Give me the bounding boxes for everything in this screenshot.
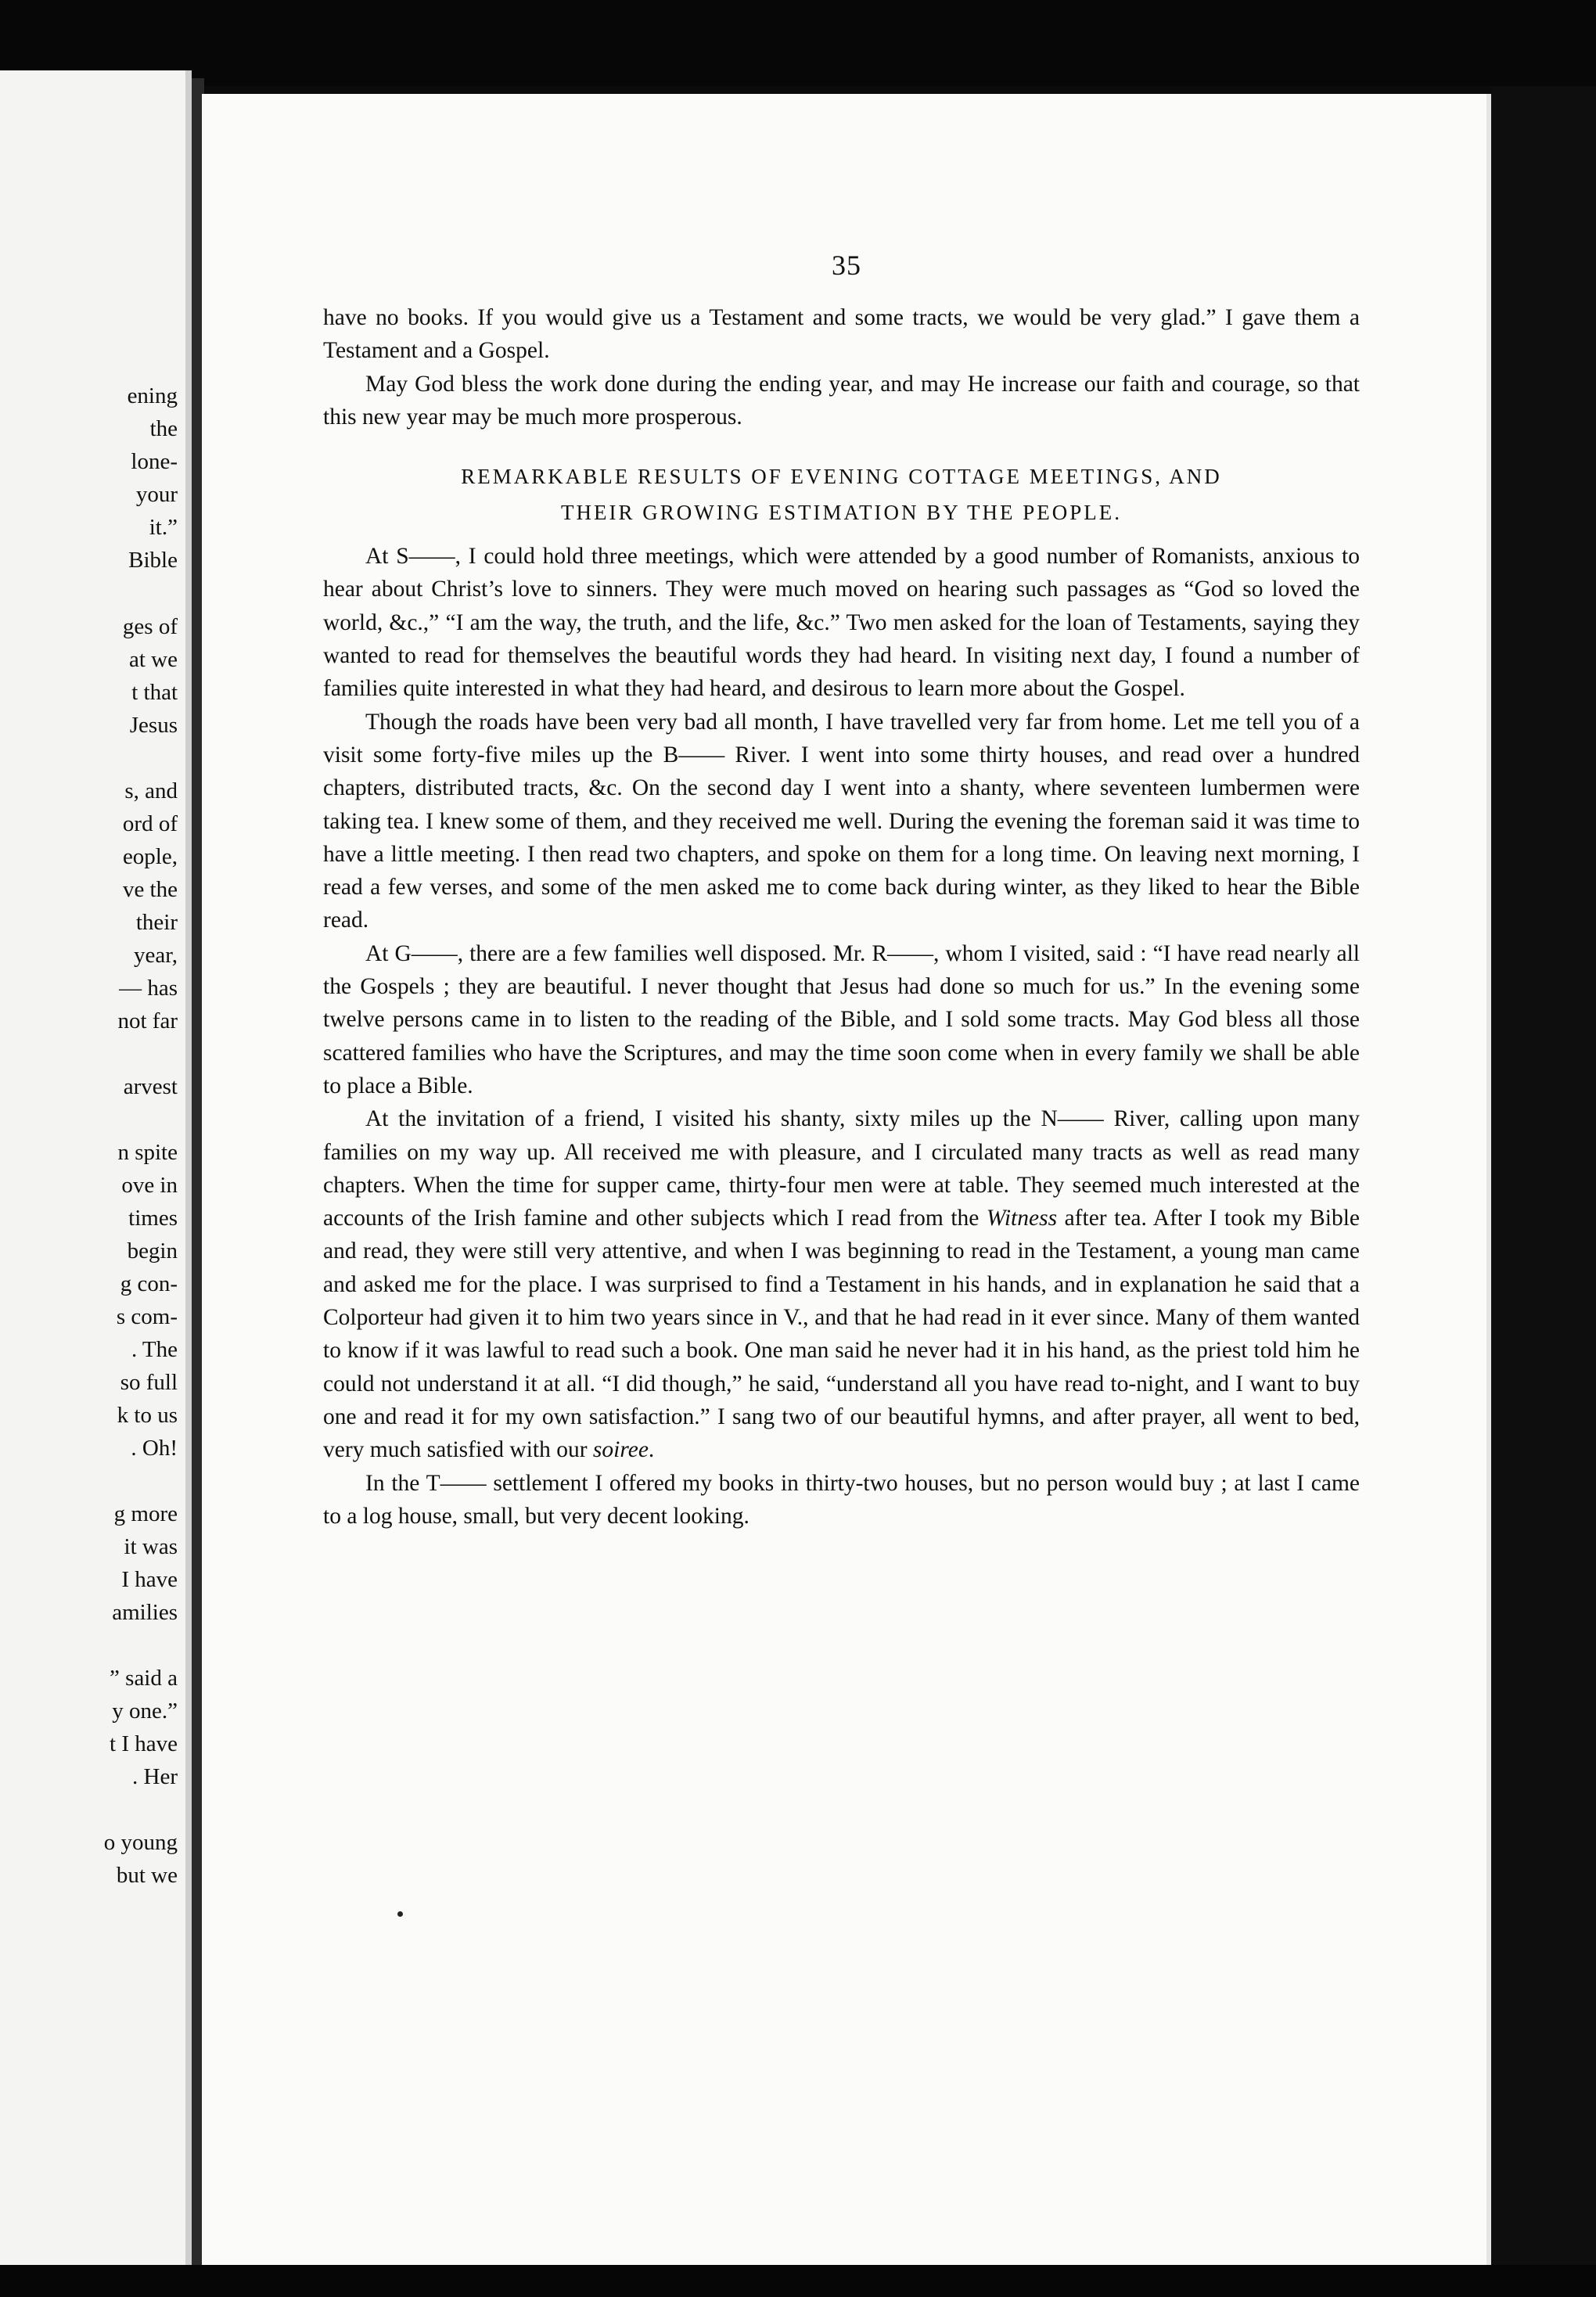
facing-page-fragment: amilies xyxy=(112,1600,178,1625)
facing-page-fragment: begin xyxy=(127,1238,178,1264)
section-heading-line-1: REMARKABLE RESULTS OF EVENING COTTAGE MEETINGS, AND xyxy=(461,465,1222,489)
facing-page-fragment: it.” xyxy=(149,515,178,540)
facing-page-fragment: ove in xyxy=(121,1173,178,1198)
facing-page-fragment: ” said a xyxy=(110,1666,178,1691)
scan-right-border xyxy=(1491,86,1596,2265)
facing-page-fragment: but we xyxy=(116,1863,178,1888)
facing-page-fragment: k to us xyxy=(117,1403,178,1428)
ink-speck xyxy=(397,1911,403,1917)
facing-page-fragment: Jesus xyxy=(129,713,178,738)
facing-page-fragment: ve the xyxy=(122,877,178,902)
paragraph-blessing: May God bless the work done during the ending year, and may He increase our faith and courage, so that this new year may be much more prosperous. xyxy=(323,371,1360,430)
soiree-italic: soiree xyxy=(592,1437,649,1463)
page-gutter xyxy=(185,70,192,2269)
paragraph-shanty xyxy=(323,1102,1360,1466)
facing-page-fragment: year, xyxy=(134,943,178,968)
paragraph-settlement: In the T—— settlement I offered my books in thirty-two houses, but no person would buy ; at last I came to a log house, small, but very decent looking. xyxy=(323,1470,1360,1529)
facing-page-fragment: . Oh! xyxy=(131,1436,178,1461)
shanty-text-end: . xyxy=(648,1437,655,1463)
facing-page-fragment: Bible xyxy=(128,548,178,573)
facing-page-fragment: at we xyxy=(129,647,178,672)
scan-bottom-border xyxy=(0,2265,1596,2297)
facing-page-fragment: lone- xyxy=(131,449,178,474)
facing-page-fragment: your xyxy=(135,482,178,507)
shanty-text-b: after tea. After I took my Bible and read, they were still very attentive, and when I was beginning to read in the Testament, a young man came and asked me for the place. I was surprised to find a Testament in his hands, and in explanation he said that a Colporteur had given it to him two years since in V., and that he had read in it ever since. Many of them wanted to know if it was lawful to read such a book. One man said he never had it in his hand, as the priest told him he could not understand it at all. “I did though,” he said, “understand all you have read to-night, and I want to buy one and read it for my own satisfaction.” I sang two of our beautiful hymns, and after prayer, all went to bed, very much satisfied with our xyxy=(323,1206,1361,1463)
facing-page-fragment: g more xyxy=(113,1501,178,1526)
page-number: 35 xyxy=(832,250,861,281)
facing-page-fragment: t I have xyxy=(110,1731,178,1756)
facing-page-fragment: o young xyxy=(103,1830,178,1855)
facing-page-fragment: the xyxy=(149,416,178,441)
paragraph-river-visit: Though the roads have been very bad all month, I have travelled very far from home. Let me tell you of a visit some forty-five miles up the B—— River. I went into some thirty houses, and read over a hundred chapters, distributed tracts, &c. On the second day I went into a shanty, where seventeen lumbermen were taking tea. I knew some of them, and they received me well. During the evening the foreman said it was time to have a little meeting. I then read two chapters, and spoke on them for a long time. On leaving next morning, I read a few verses, and some of the men asked me to come back during winter, as they liked to hear the Bible read. xyxy=(323,709,1360,933)
facing-page-fragment: I have xyxy=(121,1567,178,1592)
scan-top-border xyxy=(0,0,1596,86)
facing-page-fragment: s com- xyxy=(116,1304,178,1329)
paragraph-meetings: At S——, I could hold three meetings, which were attended by a good number of Romanists, anxious to hear about Christ’s love to sinners. They were much moved on hearing such passages as “God so loved the world, &c.,” “I am the way, the truth, and the life, &c.” Two men asked for the loan of Testaments, saying they wanted to read for themselves the beautiful words they had heard. In visiting next day, I found a number of families quite interested in what they had heard, and desirous to learn more about the Gospel. xyxy=(323,544,1360,702)
facing-page-fragment: n spite xyxy=(117,1140,178,1165)
facing-page-fragment: it was xyxy=(124,1534,178,1559)
facing-page-fragment: not far xyxy=(117,1008,178,1033)
facing-page-fragment: so full xyxy=(120,1370,178,1395)
facing-page-fragment: . Her xyxy=(132,1764,178,1789)
paragraph-continued: have no books. If you would give us a Testament and some tracts, we would be very glad.” I gave them a Testament and a Gospel. xyxy=(323,305,1360,364)
page-body xyxy=(323,301,1360,1533)
facing-page-fragment: — has xyxy=(119,976,178,1001)
witness-italic: Witness xyxy=(986,1206,1058,1231)
section-heading-line-2: THEIR GROWING ESTIMATION BY THE PEOPLE. xyxy=(561,501,1122,525)
facing-page-fragment: g con- xyxy=(120,1271,178,1296)
facing-page-fragment: t that xyxy=(131,680,178,705)
facing-page-fragment: arvest xyxy=(123,1074,178,1099)
document-page xyxy=(202,94,1491,2265)
facing-page-fragment: s, and xyxy=(124,778,178,803)
facing-page-fragment: ges of xyxy=(122,614,178,639)
facing-page-fragment: y one.” xyxy=(112,1698,178,1724)
facing-page xyxy=(0,70,192,2269)
shanty-text-a: At the invitation of a friend, I visited his shanty, sixty miles up the N—— River, calling upon many families on my way up. All received me with pleasure, and I circulated many tracts as well as read many chapters. When the time for supper came, thirty-four men were at table. They seemed much interested at the accounts of the Irish famine and other subjects which I read from the xyxy=(323,1106,1360,1231)
facing-page-fragment: ord of xyxy=(122,811,178,836)
paragraph-families: At G——, there are a few families well disposed. Mr. R——, whom I visited, said : “I have read nearly all the Gospels ; they are beautiful. I never thought that Jesus had done so much for us.” In the evening some twelve persons came in to listen to the reading of the Bible, and I sold some tracts. May God bless all those scattered families who have the Scriptures, and may the time soon come when in every family we shall be able to place a Bible. xyxy=(323,940,1360,1098)
facing-page-fragment: their xyxy=(135,910,178,935)
facing-page-fragment: ening xyxy=(127,383,178,408)
facing-page-fragment: eople, xyxy=(122,844,178,869)
section-heading xyxy=(323,458,1360,530)
facing-page-fragment: . The xyxy=(131,1337,178,1362)
facing-page-fragment: times xyxy=(128,1206,178,1231)
